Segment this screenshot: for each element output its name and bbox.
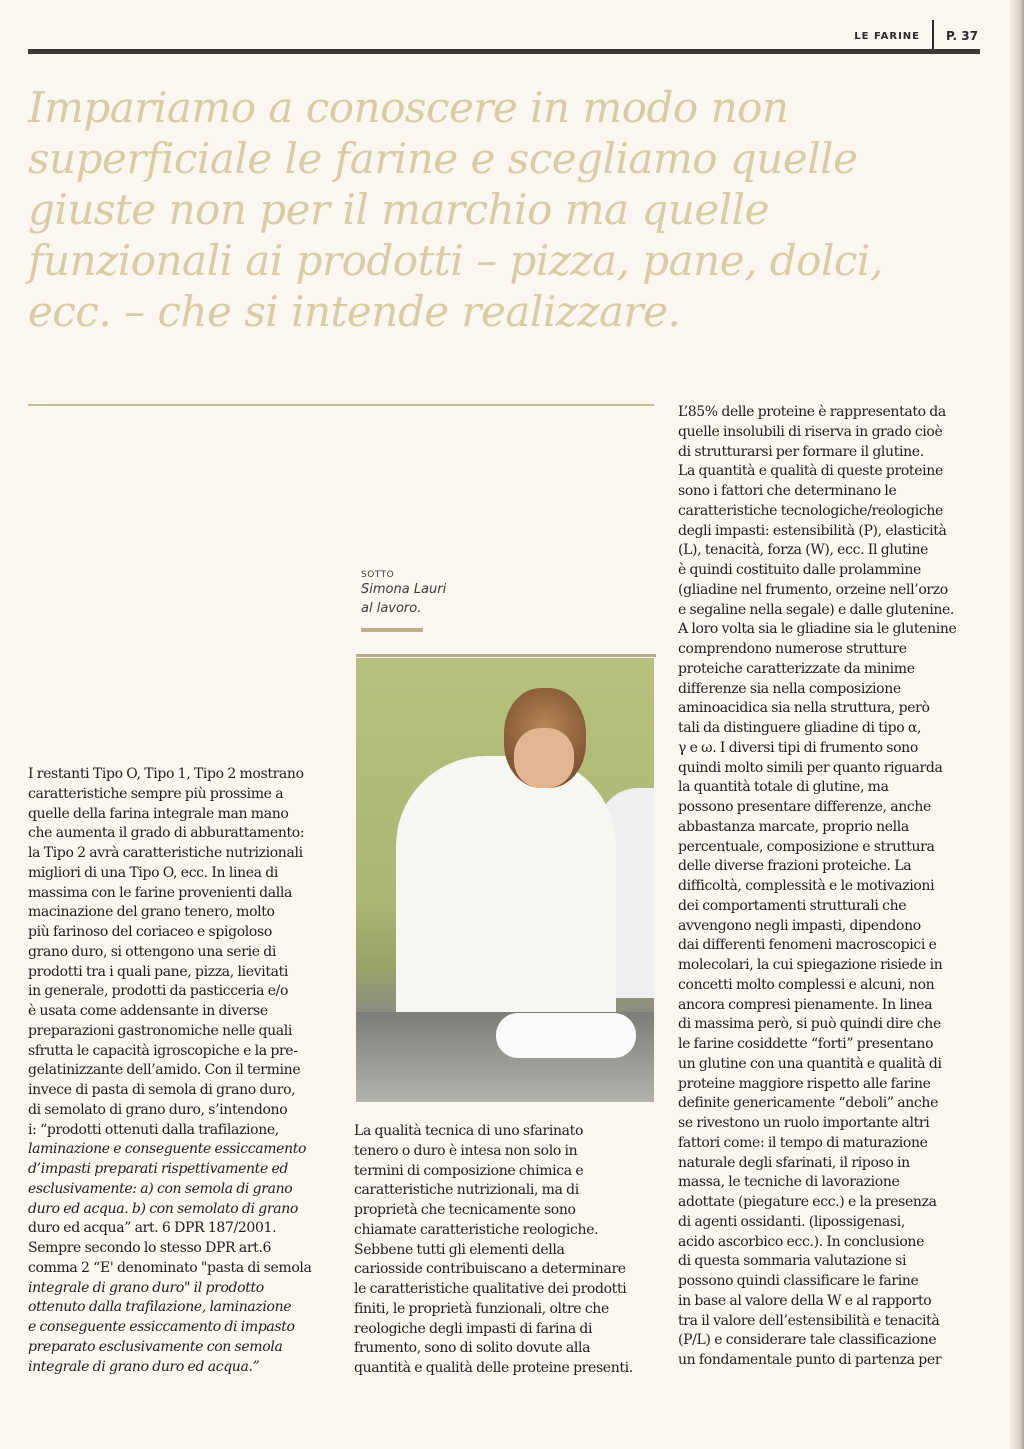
caption-kicker: SOTTO	[361, 570, 395, 580]
text-line: macinazione del grano tenero, molto	[28, 904, 275, 921]
text-line: possono presentare differenze, anche	[678, 799, 931, 815]
text-line: comprendono numerose strutture	[678, 641, 907, 657]
text-line: massa, le tecniche di lavorazione	[678, 1174, 900, 1191]
text-line: in base al valore della W e al rapporto	[678, 1292, 932, 1309]
text-line-italic: integrale di grano duro ed acqua.”	[28, 1358, 260, 1375]
text-line: reologiche degli impasti di farina di	[354, 1320, 593, 1337]
caption-accent-bar	[361, 628, 423, 632]
article-column-2	[354, 1122, 664, 1379]
text-line: finiti, le proprietà funzionali, oltre che	[354, 1300, 609, 1317]
text-line: fattori come: il tempo di maturazione	[678, 1134, 928, 1151]
text-line: cariosside contribuiscano a determinare	[354, 1261, 626, 1278]
headline-line: Impariamo a conoscere in modo non	[28, 83, 789, 132]
text-line: definite genericamente “deboli” anche	[678, 1095, 939, 1112]
headline-line: funzionali ai prodotti – pizza, pane, dolci,	[28, 236, 883, 285]
text-line: tra il valore dell’estensibilità e tenacità	[678, 1312, 940, 1329]
text-line: sfrutta le capacità igroscopiche e la pre-	[28, 1042, 298, 1059]
text-line: concetti molto complessi e alcuni, non	[678, 976, 935, 993]
page-number: P. 37	[945, 29, 978, 43]
text-line: che aumenta il grado di abburattamento:	[28, 825, 305, 842]
text-line: ancora compresi pienamente. In linea	[678, 996, 933, 1013]
text-line: termini di composizione chimica e	[354, 1162, 584, 1179]
text-line: in generale, prodotti da pasticceria e/o	[28, 983, 289, 1000]
headline-rule	[28, 404, 654, 406]
text-line: Sebbene tutti gli elementi della	[354, 1241, 565, 1258]
text-line: le caratteristiche qualitative dei prodotti	[354, 1281, 627, 1297]
text-line: chiamate caratteristiche reologiche.	[354, 1221, 599, 1238]
text-line: naturale degli sfarinati, il riposo in	[678, 1154, 910, 1171]
header-rule	[28, 49, 980, 54]
section-title: LE FARINE	[854, 31, 920, 42]
text-line: un glutine con una quantità e qualità di	[678, 1055, 942, 1072]
text-line: più farinoso del coriaceo e spigoloso	[28, 924, 272, 940]
text-line: è usata come addensante in diverse	[28, 1003, 268, 1019]
photo-chef-face	[514, 728, 574, 788]
text-line: tali da distinguere gliadine di tipo α,	[678, 720, 922, 736]
photo-dough-roll	[496, 1013, 636, 1058]
text-line: frumento, sono di solito dovute alla	[354, 1340, 591, 1357]
text-line: un fondamentale punto di partenza per	[678, 1352, 942, 1368]
text-line: prodotti tra i quali pane, pizza, lievitati	[28, 963, 289, 980]
text-line: (L), tenacità, forza (W), ecc. Il glutine	[678, 542, 929, 559]
text-line: di strutturarsi per formare il glutine.	[678, 443, 924, 460]
text-line: comma 2 “E' denominato "pasta di semola	[28, 1259, 312, 1276]
text-line: possono quindi classificare le farine	[678, 1273, 919, 1289]
text-line: quelle della farina integrale man mano	[28, 805, 289, 822]
text-line-italic: d’impasti preparati rispettivamente ed	[28, 1161, 289, 1177]
text-line: abbastanza marcate, proprio nella	[678, 818, 909, 835]
photo-top-rule	[356, 654, 656, 657]
text-line: è quindi costituito dalle prolammine	[678, 562, 921, 578]
text-line: molecolari, la cui spiegazione risiede in	[678, 957, 943, 973]
text-line: preparazioni gastronomiche nelle quali	[28, 1022, 293, 1039]
text-line: avvengono negli impasti, dipendono	[678, 917, 921, 934]
text-line: invece di pasta di semola di grano duro,	[28, 1082, 296, 1098]
text-line: e segaline nella segale) e dalle glutenine.	[678, 601, 955, 618]
text-line: L’85% delle proteine è rappresentato da	[678, 404, 946, 420]
text-line: di semolato di grano duro, s’intendono	[28, 1101, 288, 1118]
pull-quote-headline	[28, 82, 968, 337]
text-line: caratteristiche tecnologiche/reologiche	[678, 502, 943, 519]
headline-line: ecc. – che si intende realizzare.	[28, 287, 681, 336]
text-line: γ e ω. I diversi tipi di frumento sono	[678, 739, 918, 756]
text-line: tenero o duro è intesa non solo in	[354, 1142, 578, 1159]
text-line: i: “prodotti ottenuti dalla trafilazione,	[28, 1121, 279, 1138]
text-line: quantità e qualità delle proteine presenti.	[354, 1360, 633, 1376]
chef-photo	[356, 658, 654, 1102]
text-line: caratteristiche sempre più prossime a	[28, 785, 284, 802]
caption-line: al lavoro.	[361, 601, 422, 616]
text-line: caratteristiche nutrizionali, ma di	[354, 1182, 579, 1199]
text-line: la Tipo 2 avrà caratteristiche nutrizionali	[28, 845, 303, 861]
text-line: di massima però, si può quindi dire che	[678, 1016, 941, 1033]
header-divider	[932, 20, 934, 50]
text-line: I restanti Tipo O, Tipo 1, Tipo 2 mostrano	[28, 766, 304, 782]
text-line-italic: laminazione e conseguente essiccamento	[28, 1141, 307, 1158]
text-line: (gliadine nel frumento, orzeine nell’orzo	[678, 581, 948, 598]
text-line: la quantità totale di glutine, ma	[678, 779, 889, 796]
running-header	[28, 22, 980, 54]
text-line: grano duro, si ottengono una serie di	[28, 943, 276, 960]
text-line: massima con le farine provenienti dalla	[28, 884, 293, 901]
text-line: acido ascorbico ecc.). In conclusione	[678, 1233, 924, 1250]
text-line: differenze sia nella composizione	[678, 680, 901, 697]
text-line: La qualità tecnica di uno sfarinato	[354, 1123, 584, 1139]
text-line: quelle insolubili di riserva in grado cioè	[678, 423, 943, 440]
text-line: La quantità e qualità di queste proteine	[678, 463, 943, 480]
page-edge-shadow	[1010, 0, 1024, 1449]
article-column-3	[678, 403, 988, 1371]
text-line-italic: ottenuto dalla trafilazione, laminazione	[28, 1299, 292, 1316]
text-line: (P/L) e considerare tale classificazione	[678, 1332, 937, 1349]
text-line: proteine maggiore rispetto alle farine	[678, 1075, 931, 1092]
text-line: adottate (piegature ecc.) e la presenza	[678, 1194, 937, 1210]
text-line-italic: esclusivamente: a) con semola di grano	[28, 1180, 293, 1197]
text-line: dai differenti fenomeni macroscopici e	[678, 937, 937, 954]
text-line-italic: integrale di grano duro" il prodotto	[28, 1279, 264, 1296]
text-line: percentuale, composizione e struttura	[678, 838, 935, 855]
headline-line: superficiale le farine e scegliamo quelle	[28, 134, 858, 183]
text-line: delle diverse frazioni proteiche. La	[678, 858, 912, 875]
text-line: duro ed acqua” art. 6 DPR 187/2001.	[28, 1220, 277, 1237]
text-line: se rivestono un ruolo importante altri	[678, 1115, 930, 1131]
text-line: quindi molto simili per quanto riguarda	[678, 759, 943, 776]
text-line: degli impasti: estensibilità (P), elasticità	[678, 522, 947, 539]
text-line: di questa sommaria valutazione si	[678, 1253, 907, 1270]
text-line: difficoltà, complessità e le motivazioni	[678, 878, 935, 894]
headline-line: giuste non per il marchio ma quelle	[28, 185, 769, 234]
text-line: A loro volta sia le gliadine sia le glutenine	[678, 621, 957, 638]
text-line: le farine cosiddette “forti” presentano	[678, 1036, 934, 1052]
text-line-italic: duro ed acqua. b) con semolato di grano	[28, 1200, 298, 1217]
text-line-italic: e conseguente essiccamento di impasto	[28, 1319, 295, 1335]
text-line: migliori di una Tipo O, ecc. In linea di	[28, 864, 279, 881]
article-column-1	[28, 765, 338, 1377]
text-line: sono i fattori che determinano le	[678, 483, 897, 499]
text-line-italic: preparato esclusivamente con semola	[28, 1338, 283, 1355]
text-line: aminoacidica sia nella struttura, però	[678, 700, 930, 717]
text-line: proteiche caratterizzate da minime	[678, 660, 915, 677]
text-line: Sempre secondo lo stesso DPR art.6	[28, 1240, 272, 1256]
caption-line: Simona Lauri	[361, 582, 447, 597]
text-line: di agenti ossidanti. (lipossigenasi,	[678, 1213, 905, 1230]
text-line: dei comportamenti strutturali che	[678, 897, 907, 914]
photo-caption	[361, 570, 561, 632]
text-line: proprietà che tecnicamente sono	[354, 1202, 576, 1218]
text-line: gelatinizzante dell’amido. Con il termine	[28, 1062, 301, 1079]
photo-chef-jacket	[396, 756, 616, 1056]
